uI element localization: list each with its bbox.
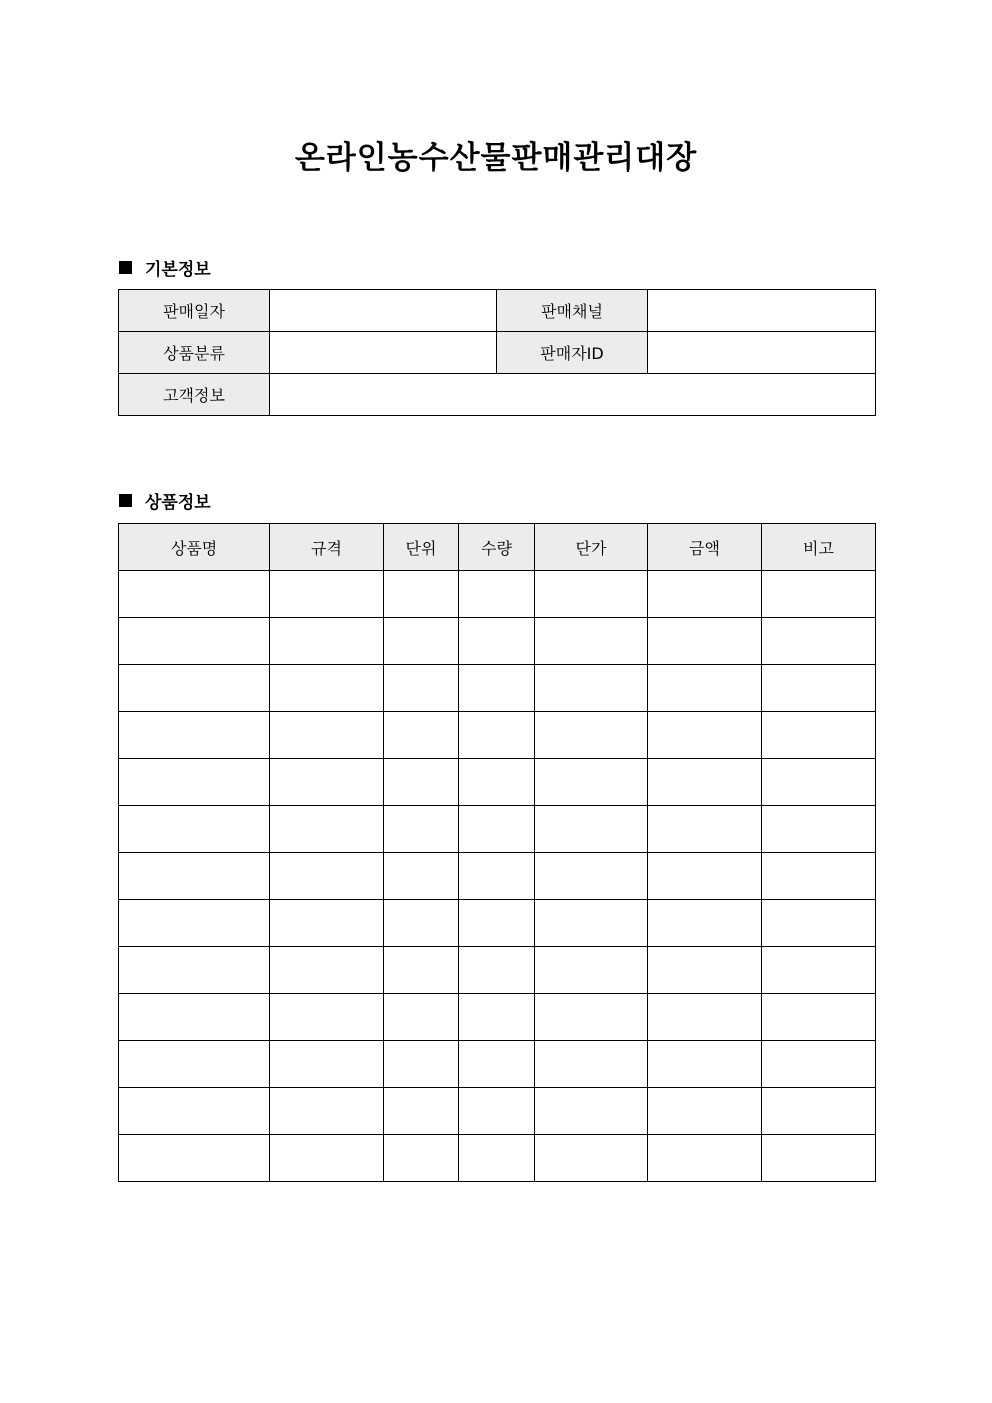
cell-unit-price[interactable] bbox=[535, 806, 648, 853]
cell-unit[interactable] bbox=[384, 618, 459, 665]
cell-product-name[interactable] bbox=[119, 900, 270, 947]
cell-product-name[interactable] bbox=[119, 571, 270, 618]
table-row bbox=[119, 994, 876, 1041]
table-row bbox=[119, 947, 876, 994]
cell-product-name[interactable] bbox=[119, 618, 270, 665]
cell-amount[interactable] bbox=[648, 853, 762, 900]
sale-date-field[interactable] bbox=[270, 290, 497, 332]
cell-remarks[interactable] bbox=[762, 665, 876, 712]
cell-unit-price[interactable] bbox=[535, 853, 648, 900]
cell-product-name[interactable] bbox=[119, 1135, 270, 1182]
cell-unit[interactable] bbox=[384, 759, 459, 806]
column-header-product-name: 상품명 bbox=[119, 524, 270, 571]
column-header-remarks: 비고 bbox=[762, 524, 876, 571]
basic-info-heading-text: 기본정보 bbox=[145, 260, 211, 280]
cell-quantity[interactable] bbox=[459, 853, 535, 900]
square-bullet-icon bbox=[119, 261, 132, 274]
cell-spec[interactable] bbox=[270, 1041, 384, 1088]
cell-remarks[interactable] bbox=[762, 806, 876, 853]
cell-unit[interactable] bbox=[384, 947, 459, 994]
cell-spec[interactable] bbox=[270, 900, 384, 947]
basic-info-heading bbox=[119, 255, 211, 280]
cell-unit[interactable] bbox=[384, 853, 459, 900]
cell-product-name[interactable] bbox=[119, 853, 270, 900]
sale-channel-field[interactable] bbox=[648, 290, 876, 332]
table-header-row bbox=[119, 524, 876, 571]
cell-remarks[interactable] bbox=[762, 1135, 876, 1182]
table-row bbox=[119, 853, 876, 900]
cell-quantity[interactable] bbox=[459, 1041, 535, 1088]
cell-quantity[interactable] bbox=[459, 900, 535, 947]
cell-spec[interactable] bbox=[270, 806, 384, 853]
cell-remarks[interactable] bbox=[762, 571, 876, 618]
cell-quantity[interactable] bbox=[459, 1088, 535, 1135]
basic-info-table bbox=[118, 289, 876, 416]
table-row bbox=[119, 712, 876, 759]
cell-product-name[interactable] bbox=[119, 994, 270, 1041]
cell-unit[interactable] bbox=[384, 712, 459, 759]
cell-spec[interactable] bbox=[270, 994, 384, 1041]
seller-id-label: 판매자ID bbox=[497, 332, 648, 374]
cell-unit-price[interactable] bbox=[535, 712, 648, 759]
cell-remarks[interactable] bbox=[762, 994, 876, 1041]
cell-product-name[interactable] bbox=[119, 1088, 270, 1135]
table-row bbox=[119, 618, 876, 665]
cell-quantity[interactable] bbox=[459, 994, 535, 1041]
cell-remarks[interactable] bbox=[762, 1041, 876, 1088]
product-category-label: 상품분류 bbox=[119, 332, 270, 374]
cell-spec[interactable] bbox=[270, 571, 384, 618]
cell-unit[interactable] bbox=[384, 665, 459, 712]
cell-spec[interactable] bbox=[270, 853, 384, 900]
cell-product-name[interactable] bbox=[119, 806, 270, 853]
cell-remarks[interactable] bbox=[762, 618, 876, 665]
cell-unit-price[interactable] bbox=[535, 1088, 648, 1135]
cell-product-name[interactable] bbox=[119, 1041, 270, 1088]
cell-quantity[interactable] bbox=[459, 665, 535, 712]
table-row bbox=[119, 374, 876, 416]
seller-id-field[interactable] bbox=[648, 332, 876, 374]
table-row bbox=[119, 900, 876, 947]
cell-product-name[interactable] bbox=[119, 712, 270, 759]
cell-spec[interactable] bbox=[270, 759, 384, 806]
cell-unit-price[interactable] bbox=[535, 571, 648, 618]
cell-product-name[interactable] bbox=[119, 947, 270, 994]
cell-remarks[interactable] bbox=[762, 947, 876, 994]
cell-spec[interactable] bbox=[270, 1088, 384, 1135]
document-title: 온라인농수산물판매관리대장 bbox=[294, 140, 698, 176]
cell-amount[interactable] bbox=[648, 994, 762, 1041]
cell-unit-price[interactable] bbox=[535, 900, 648, 947]
cell-amount[interactable] bbox=[648, 759, 762, 806]
cell-amount[interactable] bbox=[648, 806, 762, 853]
cell-amount[interactable] bbox=[648, 618, 762, 665]
cell-unit-price[interactable] bbox=[535, 1041, 648, 1088]
cell-quantity[interactable] bbox=[459, 712, 535, 759]
sale-date-label: 판매일자 bbox=[119, 290, 270, 332]
table-row bbox=[119, 806, 876, 853]
cell-unit-price[interactable] bbox=[535, 1135, 648, 1182]
product-info-table bbox=[118, 523, 876, 1182]
cell-amount[interactable] bbox=[648, 665, 762, 712]
customer-info-field[interactable] bbox=[270, 374, 876, 416]
cell-unit[interactable] bbox=[384, 900, 459, 947]
cell-remarks[interactable] bbox=[762, 900, 876, 947]
cell-amount[interactable] bbox=[648, 712, 762, 759]
column-header-amount: 금액 bbox=[648, 524, 762, 571]
table-row bbox=[119, 1135, 876, 1182]
table-row bbox=[119, 665, 876, 712]
cell-quantity[interactable] bbox=[459, 759, 535, 806]
column-header-unit: 단위 bbox=[384, 524, 459, 571]
table-row bbox=[119, 332, 876, 374]
product-info-heading bbox=[119, 488, 211, 513]
table-row bbox=[119, 290, 876, 332]
product-info-heading-text: 상품정보 bbox=[145, 493, 211, 513]
cell-remarks[interactable] bbox=[762, 853, 876, 900]
cell-unit[interactable] bbox=[384, 806, 459, 853]
cell-unit[interactable] bbox=[384, 994, 459, 1041]
table-row bbox=[119, 759, 876, 806]
cell-unit-price[interactable] bbox=[535, 665, 648, 712]
cell-amount[interactable] bbox=[648, 571, 762, 618]
column-header-quantity: 수량 bbox=[459, 524, 535, 571]
cell-amount[interactable] bbox=[648, 900, 762, 947]
cell-unit[interactable] bbox=[384, 1088, 459, 1135]
column-header-spec: 규격 bbox=[270, 524, 384, 571]
cell-remarks[interactable] bbox=[762, 712, 876, 759]
square-bullet-icon bbox=[119, 494, 132, 507]
cell-spec[interactable] bbox=[270, 1135, 384, 1182]
cell-unit[interactable] bbox=[384, 571, 459, 618]
cell-remarks[interactable] bbox=[762, 759, 876, 806]
product-category-field[interactable] bbox=[270, 332, 497, 374]
cell-amount[interactable] bbox=[648, 1135, 762, 1182]
cell-spec[interactable] bbox=[270, 712, 384, 759]
cell-quantity[interactable] bbox=[459, 806, 535, 853]
cell-quantity[interactable] bbox=[459, 1135, 535, 1182]
cell-unit[interactable] bbox=[384, 1041, 459, 1088]
cell-quantity[interactable] bbox=[459, 947, 535, 994]
cell-unit[interactable] bbox=[384, 1135, 459, 1182]
cell-amount[interactable] bbox=[648, 947, 762, 994]
column-header-unit-price: 단가 bbox=[535, 524, 648, 571]
sale-channel-label: 판매채널 bbox=[497, 290, 648, 332]
table-row bbox=[119, 571, 876, 618]
cell-spec[interactable] bbox=[270, 947, 384, 994]
cell-spec[interactable] bbox=[270, 665, 384, 712]
cell-remarks[interactable] bbox=[762, 1088, 876, 1135]
customer-info-label: 고객정보 bbox=[119, 374, 270, 416]
cell-quantity[interactable] bbox=[459, 618, 535, 665]
cell-unit-price[interactable] bbox=[535, 618, 648, 665]
cell-quantity[interactable] bbox=[459, 571, 535, 618]
table-row bbox=[119, 1041, 876, 1088]
cell-amount[interactable] bbox=[648, 1041, 762, 1088]
cell-spec[interactable] bbox=[270, 618, 384, 665]
cell-amount[interactable] bbox=[648, 1088, 762, 1135]
cell-product-name[interactable] bbox=[119, 759, 270, 806]
cell-unit-price[interactable] bbox=[535, 994, 648, 1041]
table-row bbox=[119, 1088, 876, 1135]
cell-unit-price[interactable] bbox=[535, 947, 648, 994]
cell-product-name[interactable] bbox=[119, 665, 270, 712]
cell-unit-price[interactable] bbox=[535, 759, 648, 806]
